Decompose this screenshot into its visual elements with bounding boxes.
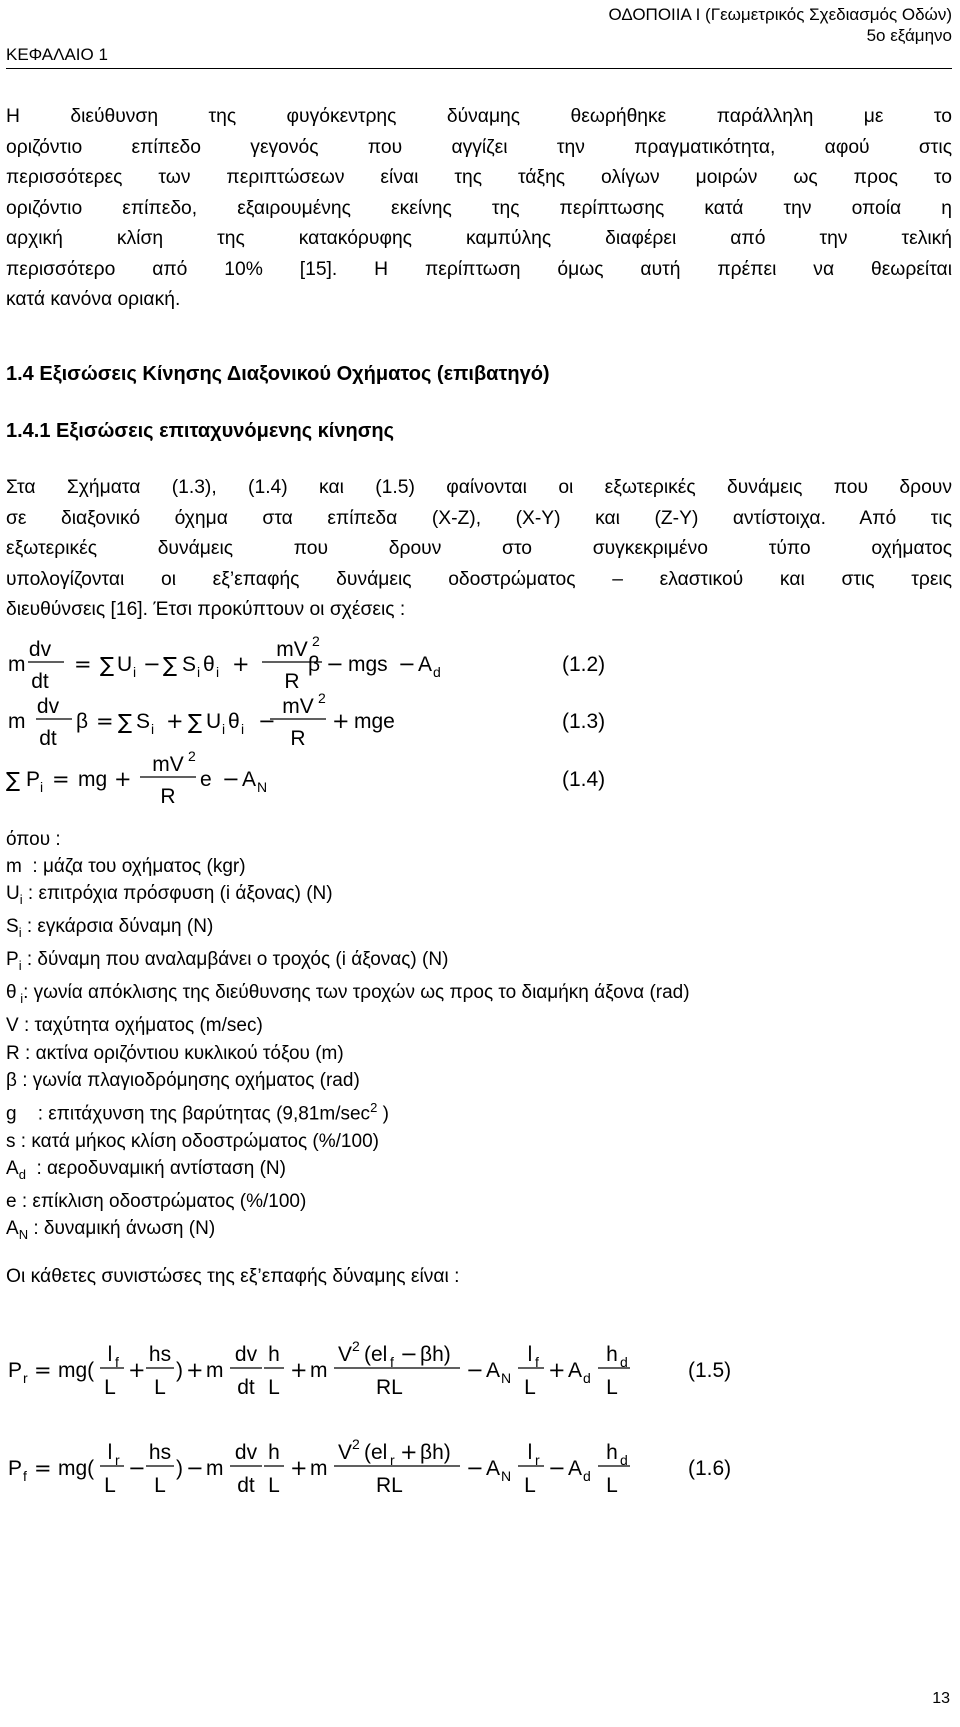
equation-1-6 xyxy=(8,1436,731,1497)
svg-text:=: = xyxy=(96,709,114,733)
svg-text:+: + xyxy=(114,767,132,791)
svg-text:r: r xyxy=(23,1370,28,1386)
svg-text:d: d xyxy=(620,1452,628,1468)
svg-text:dt: dt xyxy=(237,1376,255,1399)
svg-text:mgs: mgs xyxy=(348,653,388,676)
svg-text:U: U xyxy=(117,653,133,676)
svg-text:L: L xyxy=(524,1474,536,1497)
text-line: οριζόντιο επίπεδο γεγονός που αγγίζει την πραγματικότητα, αφού στις xyxy=(6,136,952,158)
svg-text:=: = xyxy=(52,767,70,791)
equation-number: (1.3) xyxy=(562,710,606,733)
svg-text:m: m xyxy=(8,710,26,733)
text-line: υπολογίζονται οι εξ’επαφής δυνάμεις οδοστρώματος – ελαστικού και στις τρεις xyxy=(6,568,952,590)
svg-text:RL: RL xyxy=(376,1474,403,1497)
svg-text:l: l xyxy=(107,1441,113,1464)
svg-text:f: f xyxy=(390,1354,394,1370)
svg-text:A: A xyxy=(568,1359,583,1382)
svg-text:(el: (el xyxy=(364,1441,388,1464)
svg-text:i: i xyxy=(40,779,44,795)
svg-text:mV: mV xyxy=(282,695,314,718)
svg-text:i: i xyxy=(151,721,155,737)
svg-text:−: − xyxy=(466,1456,484,1480)
svg-text:h: h xyxy=(268,1343,280,1366)
svg-text:L: L xyxy=(606,1376,618,1399)
svg-text:hs: hs xyxy=(148,1441,172,1464)
definition-row: θ $_i$: γωνία απόκλισης της διεύθυνσης των τροχών ως προς το διαμήκη άξονα (rad) xyxy=(6,982,690,1007)
svg-text:(el: (el xyxy=(364,1343,388,1366)
definition-row: $P_i$ : δύναμη που αναλαμβάνει ο τροχός (i άξονας) (N) xyxy=(6,949,449,974)
svg-text:2: 2 xyxy=(188,748,196,764)
svg-text:mg: mg xyxy=(78,768,108,791)
definition-row: $A_N$ : δυναμική άνωση (N) xyxy=(6,1217,216,1242)
definition-row: V : ταχύτητα οχήματος (m/sec) xyxy=(6,1015,263,1037)
equation-1-2 xyxy=(8,633,605,693)
svg-text:R: R xyxy=(290,727,306,750)
svg-text:r: r xyxy=(115,1452,120,1468)
svg-text:+: + xyxy=(400,1440,418,1464)
text-line: οριζόντιο επίπεδο, εξαιρουμένης εκείνης της περίπτωσης κατά την οποία η xyxy=(6,197,952,219)
svg-text:d: d xyxy=(620,1354,628,1370)
equations-1-2-to-1-4 xyxy=(0,618,960,828)
course-title: ΟΔΟΠΟΙΙΑ Ι (Γεωμετρικός Σχεδιασμός Οδών) xyxy=(608,5,952,24)
svg-text:N: N xyxy=(501,1370,512,1386)
svg-text:A: A xyxy=(568,1457,583,1480)
svg-text:N: N xyxy=(501,1468,512,1484)
svg-text:dv: dv xyxy=(28,638,52,661)
svg-text:dt: dt xyxy=(39,727,57,750)
svg-text:f: f xyxy=(535,1354,539,1370)
svg-text:L: L xyxy=(268,1474,280,1497)
svg-text:∑: ∑ xyxy=(163,653,178,677)
svg-text:V: V xyxy=(338,1441,353,1464)
svg-text:L: L xyxy=(524,1376,536,1399)
definition-row: e : επίκλιση οδοστρώματος (%/100) xyxy=(6,1190,307,1212)
svg-text:=: = xyxy=(34,1358,52,1382)
svg-text:+: + xyxy=(290,1456,308,1480)
svg-text:d: d xyxy=(433,664,441,680)
svg-text:l: l xyxy=(107,1343,113,1366)
svg-text:i: i xyxy=(197,664,201,680)
svg-text:N: N xyxy=(257,779,268,795)
text-line: κατά κανόνα οριακή. xyxy=(6,289,181,310)
svg-text:+: + xyxy=(290,1358,308,1382)
svg-text:−: − xyxy=(466,1358,484,1382)
svg-text:U: U xyxy=(206,710,222,733)
svg-text:dt: dt xyxy=(237,1474,255,1497)
svg-text:−: − xyxy=(400,1342,418,1366)
svg-text:−: − xyxy=(143,652,161,676)
intro-paragraph xyxy=(6,102,952,316)
svg-text:R: R xyxy=(284,670,300,693)
svg-text:S: S xyxy=(182,653,197,676)
svg-text:A: A xyxy=(242,768,257,791)
svg-text:∑: ∑ xyxy=(118,710,133,734)
svg-text:βh): βh) xyxy=(420,1343,451,1366)
svg-text:S: S xyxy=(136,710,151,733)
svg-text:L: L xyxy=(104,1474,116,1497)
svg-text:+: + xyxy=(166,709,184,733)
svg-text:h: h xyxy=(606,1441,618,1464)
svg-text:A: A xyxy=(418,653,433,676)
definition-row: $S_i$ : εγκάρσια δύναμη (N) xyxy=(6,916,214,941)
semester-label: 5ο εξάμηνο xyxy=(866,26,952,45)
definition-row: $U_i$ : επιτρόχια πρόσφυση (i άξονας) (N) xyxy=(6,883,333,908)
text-line: περισσότερο από 10% [15]. Η περίπτωση όμως αυτή πρέπει να θεωρείται xyxy=(6,258,952,280)
svg-text:i: i xyxy=(241,721,245,737)
svg-text:2: 2 xyxy=(318,690,326,706)
definition-row: $A_d$ : αεροδυναμική αντίσταση (N) xyxy=(6,1157,286,1182)
symbol-definitions xyxy=(6,826,690,1248)
svg-text:+: + xyxy=(186,1358,204,1382)
svg-text:R: R xyxy=(160,785,176,808)
svg-text:dv: dv xyxy=(234,1441,258,1464)
svg-text:P: P xyxy=(26,768,41,791)
svg-text:∑: ∑ xyxy=(188,710,203,734)
subsection-title: 1.4.1 Εξισώσεις επιταχυνόμενης κίνησης xyxy=(6,420,394,442)
text-line: εξωτερικές δυνάμεις που δρουν στο συγκεκριμένο τύπο οχήματος xyxy=(6,538,952,559)
svg-text:−: − xyxy=(548,1456,566,1480)
svg-text:2: 2 xyxy=(352,1338,360,1354)
svg-text:dt: dt xyxy=(31,670,49,693)
svg-text:∑: ∑ xyxy=(6,768,21,792)
header-rule xyxy=(6,68,952,69)
svg-text:−: − xyxy=(128,1456,146,1480)
svg-text:RL: RL xyxy=(376,1376,403,1399)
svg-text:=: = xyxy=(34,1456,52,1480)
svg-text:−: − xyxy=(222,767,240,791)
svg-text:r: r xyxy=(390,1452,395,1468)
svg-text:2: 2 xyxy=(312,633,320,649)
equation-number: (1.2) xyxy=(562,653,606,676)
svg-text:mV: mV xyxy=(152,753,184,776)
svg-text:mV: mV xyxy=(276,638,308,661)
svg-text:l: l xyxy=(527,1343,533,1366)
equation-number: (1.6) xyxy=(688,1457,732,1480)
svg-text:+: + xyxy=(332,709,350,733)
svg-text:e: e xyxy=(200,768,212,791)
svg-text:d: d xyxy=(583,1468,591,1484)
definition-row: m : μάζα του οχήματος (kgr) xyxy=(6,856,246,878)
svg-text:θ: θ xyxy=(203,653,215,676)
svg-text:+: + xyxy=(548,1358,566,1382)
equation-number: (1.4) xyxy=(562,768,606,791)
svg-text:f: f xyxy=(115,1354,119,1370)
svg-text:): ) xyxy=(176,1359,183,1382)
svg-text:i: i xyxy=(222,721,226,737)
svg-text:dv: dv xyxy=(234,1343,258,1366)
svg-text:−: − xyxy=(258,709,276,733)
svg-text:L: L xyxy=(154,1376,166,1399)
svg-text:hs: hs xyxy=(148,1343,172,1366)
body-paragraph xyxy=(6,473,952,626)
text-line: Η διεύθυνση της φυγόκεντρης δύναμης θεωρήθηκε παράλληλη με το xyxy=(6,106,952,127)
definition-row: s : κατά μήκος κλίση οδοστρώματος (%/100) xyxy=(6,1130,379,1152)
svg-text:∑: ∑ xyxy=(100,653,115,677)
svg-text:2: 2 xyxy=(352,1436,360,1452)
svg-text:βh): βh) xyxy=(420,1441,451,1464)
page-number: 13 xyxy=(932,1690,950,1707)
running-header xyxy=(608,4,952,46)
svg-text:L: L xyxy=(268,1376,280,1399)
text-line: διευθύνσεις [16]. Έτσι προκύπτουν οι σχέσεις : xyxy=(6,599,406,620)
svg-text:): ) xyxy=(176,1457,183,1480)
svg-text:−: − xyxy=(186,1456,204,1480)
definition-row: β : γωνία πλαγιοδρόμησης οχήματος (rad) xyxy=(6,1069,360,1091)
definition-row: g : επιτάχυνση της βαρύτητας ($9,81m/\sec^2$ ) xyxy=(6,1100,389,1125)
svg-text:mge: mge xyxy=(354,710,395,733)
svg-text:i: i xyxy=(133,664,137,680)
svg-text:mg(: mg( xyxy=(58,1457,95,1480)
svg-text:L: L xyxy=(104,1376,116,1399)
svg-text:mg(: mg( xyxy=(58,1359,95,1382)
svg-text:f: f xyxy=(23,1468,27,1484)
text-line: σε διαξονικό όχημα στα επίπεδα (X-Z), (X-Y) και (Z-Y) αντίστοιχα. Από τις xyxy=(6,507,952,529)
equation-number: (1.5) xyxy=(688,1359,732,1382)
svg-text:dv: dv xyxy=(36,695,60,718)
svg-text:P: P xyxy=(8,1359,23,1382)
contact-force-intro: Οι κάθετες συνιστώσες της εξ’επαφής δύναμης είναι : xyxy=(6,1266,460,1287)
svg-text:l: l xyxy=(527,1441,533,1464)
text-line: Στα Σχήματα (1.3), (1.4) και (1.5) φαίνονται οι εξωτερικές δυνάμεις που δρουν xyxy=(6,477,952,498)
where-label: όπου : xyxy=(6,829,61,850)
svg-text:m: m xyxy=(206,1457,224,1480)
svg-text:m: m xyxy=(8,653,26,676)
svg-text:i: i xyxy=(216,664,220,680)
svg-text:+: + xyxy=(128,1358,146,1382)
svg-text:m: m xyxy=(310,1359,328,1382)
svg-text:−: − xyxy=(326,652,344,676)
svg-text:+: + xyxy=(232,652,250,676)
svg-text:V: V xyxy=(338,1343,353,1366)
svg-text:h: h xyxy=(268,1441,280,1464)
svg-text:A: A xyxy=(486,1359,501,1382)
svg-text:h: h xyxy=(606,1343,618,1366)
equations-1-5-to-1-6 xyxy=(0,1325,960,1525)
svg-text:P: P xyxy=(8,1457,23,1480)
svg-text:L: L xyxy=(154,1474,166,1497)
equation-1-4 xyxy=(6,748,605,808)
svg-text:β: β xyxy=(308,653,321,676)
svg-text:=: = xyxy=(74,652,92,676)
text-line: περισσότερες των περιπτώσεων είναι της τάξης ολίγων μοιρών ως προς το xyxy=(6,167,952,188)
svg-text:β: β xyxy=(76,710,89,733)
svg-text:−: − xyxy=(398,652,416,676)
equation-1-5 xyxy=(8,1338,731,1399)
equation-1-3 xyxy=(8,690,605,750)
svg-text:A: A xyxy=(486,1457,501,1480)
svg-text:d: d xyxy=(583,1370,591,1386)
svg-text:m: m xyxy=(310,1457,328,1480)
section-title: 1.4 Εξισώσεις Κίνησης Διαξονικού Οχήματος (επιβατηγό) xyxy=(6,363,550,385)
chapter-label: ΚΕΦΑΛΑΙΟ 1 xyxy=(6,45,108,64)
svg-text:θ: θ xyxy=(228,710,240,733)
text-line: αρχική κλίση της κατακόρυφης καμπύλης διαφέρει από την τελική xyxy=(6,228,952,249)
definition-row: R : ακτίνα οριζόντιου κυκλικού τόξου (m) xyxy=(6,1042,344,1064)
svg-text:r: r xyxy=(535,1452,540,1468)
svg-text:L: L xyxy=(606,1474,618,1497)
svg-text:m: m xyxy=(206,1359,224,1382)
